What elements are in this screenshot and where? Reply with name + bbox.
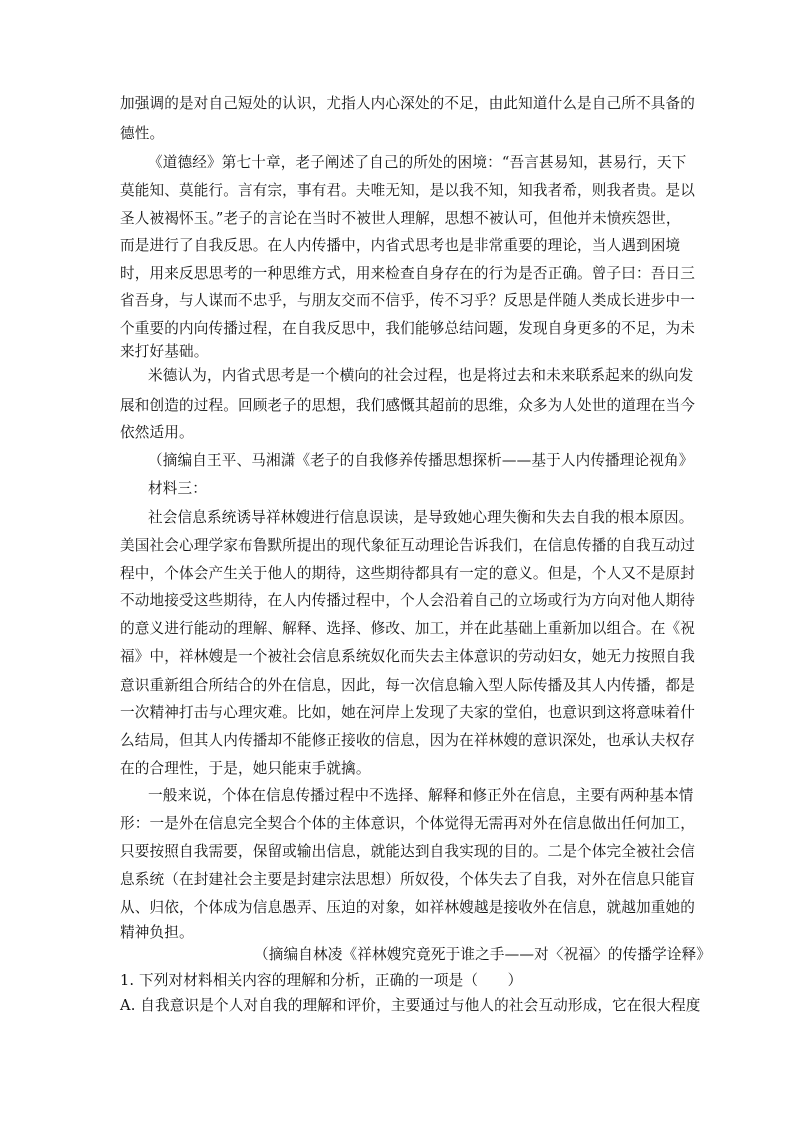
text-line: 展和创造的过程。回顾老子的思想，我们感慨其超前的思维，众多为人处世的道理在当今 [120, 397, 696, 414]
text-line: 个重要的内向传播过程，在自我反思中，我们能够总结问题，发现自身更多的不足，为未 [120, 320, 696, 337]
text-line: 莫能知、莫能行。言有宗，事有君。夫唯无知，是以我不知，知我者希，则我者贵。是以 [120, 182, 696, 199]
text-line: 米德认为，内省式思考是一个横向的社会过程，也是将过去和未来联系起来的纵向发 [148, 367, 694, 384]
text-line: 美国社会心理学家布鲁默所提出的现代象征互动理论告诉我们，在信息传播的自我互动过 [120, 537, 696, 554]
text-line: 精神负担。 [120, 924, 194, 941]
text-line: 《道德经》第七十章，老子阐述了自己的所处的困境：“吾言甚易知，甚易行，天下 [148, 154, 687, 171]
text-line: 程中，个体会产生关于他人的期待，这些期待都具有一定的意义。但是，个人又不是原封 [120, 565, 696, 582]
text-line: 在的合理性，于是，她只能束手就擒。 [120, 760, 371, 777]
section-heading: 材料三： [148, 480, 207, 497]
text-line: 一次精神打击与心理灾难。比如，她在河岸上发现了夫家的堂伯，也意识到这将意味着什 [120, 704, 696, 721]
text-line: 依然适用。 [120, 424, 194, 441]
text-line: 福》中，祥林嫂是一个被社会信息系统奴化而失去主体意识的劳动妇女，她无力按照自我 [120, 648, 696, 665]
text-line: 来打好基础。 [120, 343, 209, 360]
text-line: 只要按照自我需要，保留或输出信息，就能达到自我实现的目的。二是个体完全被社会信 [120, 843, 696, 860]
text-line: 圣人被褐怀玉。”老子的言论在当时不被世人理解，思想不被认可，但他并未愤疾怨世， [120, 210, 681, 227]
text-line: 德性。 [120, 125, 165, 142]
source-citation: （摘编自林凌《祥林嫂究竟死于谁之手——对〈祝福〉的传播学诠释》 [254, 946, 712, 963]
text-line: 意识重新组合所结合的外在信息，因此，每一次信息输入型人际传播及其人内传播，都是 [120, 677, 696, 694]
question-stem: 1. 下列对材料相关内容的理解和分析，正确的一项是（ ） [120, 972, 523, 989]
text-line: 省吾身，与人谋而不忠乎，与朋友交而不信乎，传不习乎？反思是伴随人类成长进步中一 [120, 292, 696, 309]
text-line: 一般来说，个体在信息传播过程中不选择、解释和修正外在信息，主要有两种基本情 [148, 787, 694, 804]
source-citation: （摘编自王平、马湘潇《老子的自我修养传播思想探析——基于人内传播理论视角》 [148, 452, 694, 469]
text-line: 么结局，但其人内传播却不能修正接收的信息，因为在祥林嫂的意识深处，也承认夫权存 [120, 732, 696, 749]
text-line: 不动地接受这些期待，在人内传播过程中，个人会沿着自己的立场或行为方向对他人期待 [120, 592, 696, 609]
question-option-a: A. 自我意识是个人对自我的理解和评价，主要通过与他人的社会互动形成，它在很大程度 [120, 997, 701, 1014]
text-line: 加强调的是对自己短处的认识，尤指人内心深处的不足，由此知道什么是自己所不具备的 [120, 95, 696, 112]
text-line: 从、归依，个体成为信息愚弄、压迫的对象，如祥林嫂越是接收外在信息，就越加重她的 [120, 899, 696, 916]
text-line: 时，用来反思思考的一种思维方式，用来检查自身存在的行为是否正确。曾子曰：吾日三 [120, 265, 696, 282]
text-line: 的意义进行能动的理解、解释、选择、修改、加工，并在此基础上重新加以组合。在《祝 [120, 620, 696, 637]
text-line: 社会信息系统诱导祥林嫂进行信息误读，是导致她心理失衡和失去自我的根本原因。 [148, 509, 694, 526]
text-line: 而是进行了自我反思。在人内传播中，内省式思考也是非常重要的理论，当人遇到困境 [120, 237, 681, 254]
text-line: 形：一是外在信息完全契合个体的主体意识，个体觉得无需再对外在信息做出任何加工， [120, 815, 696, 832]
text-line: 息系统（在封建社会主要是封建宗法思想）所奴役，个体失去了自我，对外在信息只能盲 [120, 871, 696, 888]
